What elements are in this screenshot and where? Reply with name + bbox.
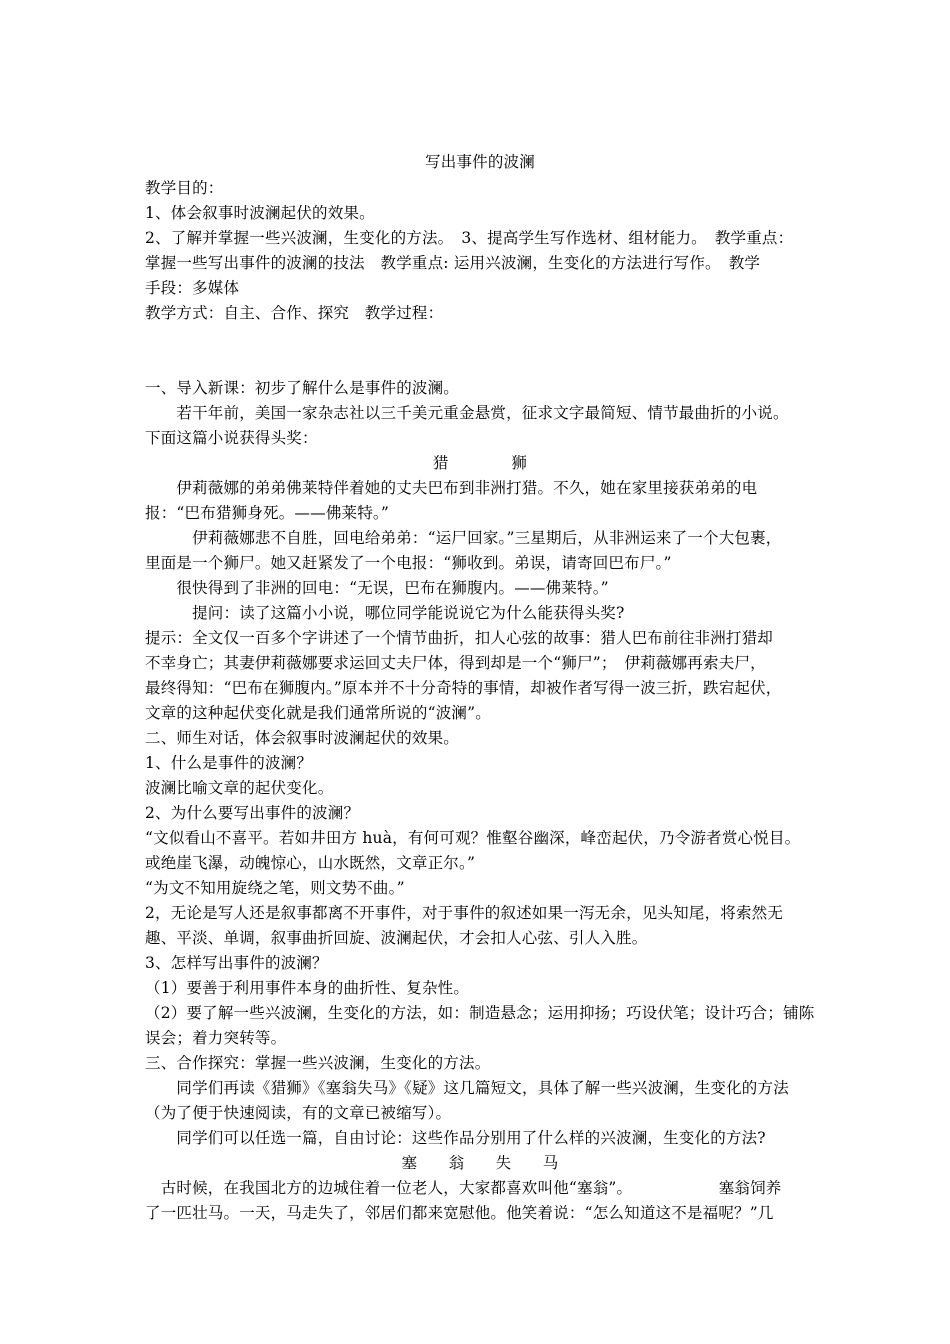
text-line: 误会；着力突转等。: [145, 1029, 287, 1047]
text-line: （2）要了解一些兴波澜，生变化的方法，如：制造悬念；运用抑扬；巧设伏笔；设计巧合；铺陈: [145, 1004, 815, 1022]
text-line: 同学们再读《猎狮》《塞翁失马》《疑》这几篇短文，具体了解一些兴波澜，生变化的方法: [145, 1079, 789, 1097]
text-line: 趣、平淡、单调，叙事曲折回旋、波澜起伏，才会扣人心弦、引人入胜。: [145, 929, 648, 947]
text-line: （为了便于快速阅读，有的文章已被缩写）。: [145, 1104, 452, 1122]
text-line: 不幸身亡；其妻伊莉薇娜要求运回丈夫尸体，得到却是一个“狮尸”； 伊莉薇娜再索夫尸，: [145, 654, 766, 672]
text-line: 波澜比喻文章的起伏变化。: [145, 779, 334, 797]
text-line: 伊莉薇娜悲不自胜，回电给弟弟：“运尸回家。”三星期后，从非洲运来了一个大包裹，: [145, 529, 782, 547]
text-line: 下面这篇小说获得头奖：: [145, 429, 318, 447]
text-line: 最终得知：“巴布在狮腹内。”原本并不十分奇特的事情，却被作者写得一波三折，跌宕起伏，: [145, 679, 782, 697]
section-heading: 二、师生对话，体会叙事时波澜起伏的效果。: [145, 729, 460, 747]
text-line: 3、怎样写出事件的波澜？: [145, 954, 328, 972]
document-title: 写出事件的波澜: [425, 153, 535, 171]
text-line: 2、了解并掌握一些兴波澜，生变化的方法。 3、提高学生写作选材、组材能力。 教学重点：: [145, 229, 794, 247]
text-line: 教学方式：自主、合作、探究 教学过程：: [145, 304, 444, 322]
text-line: “为文不知用旋绕之笔，则文势不曲。”: [145, 879, 405, 897]
text-line: 教学目的：: [145, 179, 224, 197]
text-line: 手段：多媒体: [145, 279, 240, 297]
text-line: 古时候，在我国北方的边城住着一位老人，大家都喜欢叫他“塞翁”。 塞翁饲养: [145, 1179, 782, 1197]
text-line: 若干年前，美国一家杂志社以三千美元重金悬赏，征求文字最简短、情节最曲折的小说。: [145, 404, 789, 422]
text-line: 里面是一个狮尸。她又赶紧发了一个电报：“狮收到。弟误，请寄回巴布尸。”: [145, 554, 672, 572]
text-line: 提问：读了这篇小小说，哪位同学能说说它为什么能获得头奖?: [145, 604, 625, 622]
text-line: 了一匹壮马。一天，马走失了，邻居们都来宽慰他。他笑着说：“怎么知道这不是福呢？”几: [145, 1204, 774, 1222]
text-line: 伊莉薇娜的弟弟佛莱特伴着她的丈夫巴布到非洲打猎。不久，她在家里接获弟弟的电: [145, 479, 758, 497]
text-line: 文章的这种起伏变化就是我们通常所说的“波澜”。: [145, 704, 491, 722]
text-line: 2、为什么要写出事件的波澜？: [145, 804, 360, 822]
text-line: “文似看山不喜平。若如井田方 huà，有何可观？惟壑谷幽深，峰峦起伏，乃令游者赏心悦目。: [145, 829, 801, 847]
section-heading: 三、合作探究：掌握一些兴波澜，生变化的方法。: [145, 1054, 491, 1072]
section-heading: 一、导入新课：初步了解什么是事件的波澜。: [145, 379, 460, 397]
text-line: 同学们可以任选一篇，自由讨论：这些作品分别用了什么样的兴波澜，生变化的方法?: [145, 1129, 766, 1147]
text-line: 提示：全文仅一百多个字讲述了一个情节曲折，扣人心弦的故事：猎人巴布前往非洲打猎却: [145, 629, 774, 647]
text-line: 掌握一些写出事件的波澜的技法 教学重点: 运用兴波澜，生变化的方法进行写作。 教学: [145, 254, 761, 272]
story-title: 猎 狮: [432, 454, 528, 472]
text-line: （1）要善于利用事件本身的曲折性、复杂性。: [145, 979, 470, 997]
text-line: 2，无论是写人还是叙事都离不开事件，对于事件的叙述如果一泻无余，见头知尾，将索然无: [145, 904, 784, 922]
story-title: 塞 翁 失 马: [401, 1154, 559, 1172]
text-line: 1、什么是事件的波澜？: [145, 754, 313, 772]
text-line: 报：“巴布猎狮身死。——佛莱特。”: [145, 504, 389, 522]
text-line: 或绝崖飞瀑，动魄惊心，山水既然，文章正尔。”: [145, 854, 476, 872]
text-line: 1、体会叙事时波澜起伏的效果。: [145, 204, 375, 222]
text-line: 很快得到了非洲的回电：“无误，巴布在狮腹内。——佛莱特。”: [145, 579, 609, 597]
